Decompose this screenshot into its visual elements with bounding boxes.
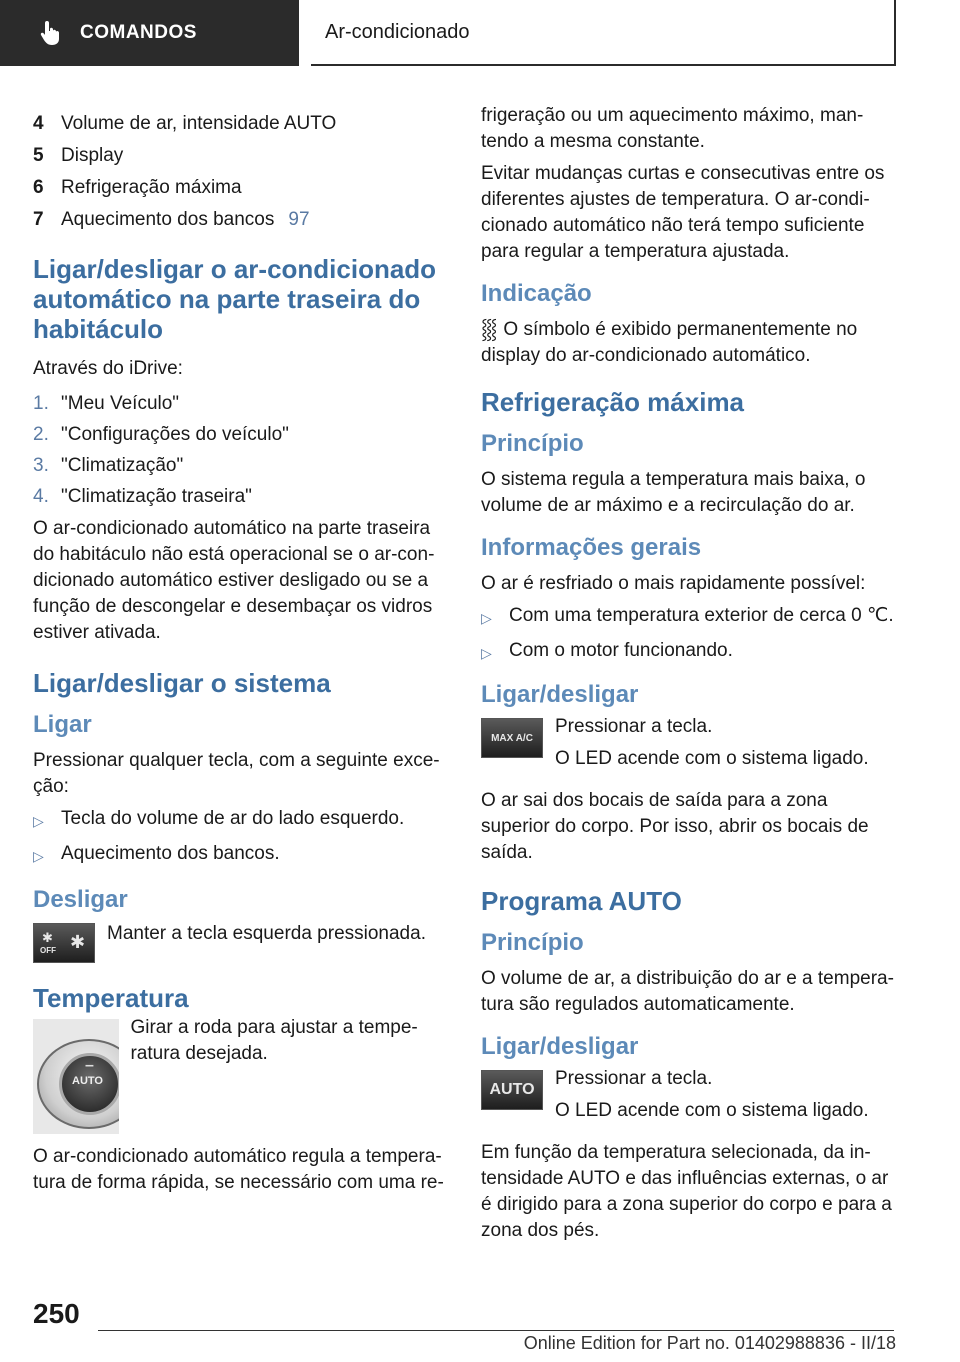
legend-text: Display [61, 145, 124, 166]
step-text: "Meu Veículo" [61, 393, 180, 414]
principle-1-text: O sistema regula a temperatura mais baixa, o volume de ar máximo e a recirculação do ar. [481, 469, 866, 516]
step-text: "Configurações do veículo" [61, 424, 289, 445]
heading-general-info: Informações gerais [481, 534, 702, 561]
press-key-text: Pressionar a tecla. [555, 716, 713, 737]
off-button-image [33, 923, 95, 963]
bullet-text: Aquecimento dos bancos. [61, 843, 280, 864]
bullet-text: Com o motor funcionando. [509, 640, 733, 661]
general-info-text: O ar é resfriado o mais rapidamente possível: [481, 573, 866, 594]
step-item [33, 481, 445, 512]
via-idrive-text: Através do iDrive: [33, 358, 183, 379]
legend-number: 5 [33, 145, 44, 166]
idrive-steps [33, 388, 445, 512]
step-text: "Climatização" [61, 455, 184, 476]
heading-system: Ligar/desligar o sistema [33, 668, 331, 698]
legend-list [33, 108, 445, 236]
heading-off: Desligar [33, 886, 128, 913]
heading-max-cooling: Refrigeração máxima [481, 387, 745, 417]
section-tab [0, 0, 299, 66]
fan-large-icon: ✱ [70, 932, 86, 952]
legend-text: Refrigeração máxima [61, 177, 242, 198]
info-bullets [481, 603, 895, 666]
heading-onoff-1: Ligar/desligar [481, 681, 639, 708]
avoid-changes-text: Evitar mudanças curtas e consecutivas entre os diferentes ajustes de temperatura. O ar-condicionado automático não terá tempo suficiente para regular a temperatura ajustada. [481, 163, 885, 262]
right-column [481, 103, 895, 1250]
bullet-text: Com uma temperatura exterior de cerca 0 ℃. [509, 605, 894, 626]
left-column [33, 108, 445, 1202]
heading-temperature: Temperatura [33, 983, 189, 1013]
step-number: 1. [33, 393, 49, 414]
bullet-item [33, 841, 445, 869]
heat-symbol-icon: ⸾⸾⸾ [481, 319, 496, 340]
max-ac-button-image: MAX A/C [481, 718, 543, 758]
chapter-title: Ar-condicionado [311, 0, 896, 66]
auto-row [481, 1070, 895, 1130]
edition-text: Online Edition for Part no. 01402988836 - II/18 [523, 1333, 896, 1353]
legend-item [33, 172, 445, 204]
principle-2-text: O volume de ar, a distribuição do ar e a temperatura são regulados automaticamente. [481, 968, 894, 1015]
step-text: "Climatização traseira" [61, 486, 252, 507]
bullet-text: Tecla do volume de ar do lado esquerdo. [61, 808, 405, 829]
legend-text: Volume de ar, intensidade AUTO [61, 113, 337, 134]
maxac-instructions [555, 718, 869, 778]
heading-indication: Indicação [481, 280, 592, 307]
legend-number: 7 [33, 209, 44, 230]
bullet-item [481, 603, 895, 631]
temp-row [33, 1019, 445, 1134]
indication-text [481, 317, 895, 369]
maxac-row [481, 718, 895, 778]
off-row [33, 923, 445, 963]
indication-text-body: O símbolo é exibido permanentemente no display do ar-condicionado automático. [481, 319, 858, 366]
off-label: OFF [40, 946, 56, 955]
legend-item [33, 108, 445, 140]
step-number: 3. [33, 455, 49, 476]
minus-icon: – [85, 1057, 94, 1074]
rear-note: O ar-condicionado automático na parte traseira do habitáculo não está operacional se o ar-condicionado automático estiver desligado ou se a função de descongelar e desembaçar os vidros estiver ativada. [33, 518, 435, 643]
led-on-text: O LED acende com o sistema ligado. [555, 748, 869, 769]
triangle-bullet-icon: ▷ [481, 645, 492, 661]
auto-note: Em função da temperatura selecionada, da intensidade AUTO e das influências externas, o ar é dirigido para a zona superior do corpo e para a zona dos pés. [481, 1142, 892, 1241]
temperature-knob-image [33, 1019, 119, 1134]
auto-instructions [555, 1070, 869, 1130]
triangle-bullet-icon: ▷ [33, 848, 44, 864]
led-on-text: O LED acende com o sistema ligado. [555, 1100, 869, 1121]
step-item [33, 450, 445, 481]
footer-divider [98, 1330, 894, 1331]
section-title: COMANDOS [80, 22, 197, 43]
bullet-item [481, 638, 895, 666]
triangle-bullet-icon: ▷ [481, 610, 492, 626]
heading-rear-ac: Ligar/desligar o ar-condicionado automático na parte traseira do habitáculo [33, 254, 437, 344]
continued-text: frigeração ou um aquecimento máximo, mantendo a mesma constante. [481, 105, 864, 152]
triangle-bullet-icon: ▷ [33, 813, 44, 829]
hand-pointer-icon [40, 20, 62, 46]
temp-note: O ar-condicionado automático regula a temperatura de forma rápida, se necessário com uma re- [33, 1146, 444, 1193]
auto-button-image: AUTO [481, 1070, 543, 1110]
page-ref-link[interactable]: 97 [288, 209, 310, 230]
step-item [33, 419, 445, 450]
step-number: 4. [33, 486, 49, 507]
heading-principle-2: Princípio [481, 929, 584, 956]
off-text: Manter a tecla esquerda pressionada. [107, 923, 426, 944]
step-item [33, 388, 445, 419]
heading-principle-1: Princípio [481, 430, 584, 457]
page-header [0, 0, 960, 66]
legend-text: Aquecimento dos bancos [61, 209, 275, 230]
knob-auto-label: AUTO [72, 1075, 103, 1087]
heading-onoff-2: Ligar/desligar [481, 1033, 639, 1060]
fan-small-icon: ✱ [42, 930, 53, 945]
legend-item [33, 204, 445, 236]
on-bullets [33, 806, 445, 869]
on-text: Pressionar qualquer tecla, com a seguinte exceção: [33, 750, 440, 797]
press-key-text: Pressionar a tecla. [555, 1068, 713, 1089]
temp-text: Girar a roda para ajustar a temperatura desejada. [130, 1017, 418, 1064]
legend-number: 4 [33, 113, 44, 134]
heading-auto-program: Programa AUTO [481, 886, 682, 916]
bullet-item [33, 806, 445, 834]
step-number: 2. [33, 424, 49, 445]
legend-number: 6 [33, 177, 44, 198]
page-number: 250 [33, 1298, 80, 1329]
legend-item [33, 140, 445, 172]
heading-on: Ligar [33, 711, 92, 738]
maxac-note: O ar sai dos bocais de saída para a zona superior do corpo. Por isso, abrir os bocais de saída. [481, 790, 869, 863]
